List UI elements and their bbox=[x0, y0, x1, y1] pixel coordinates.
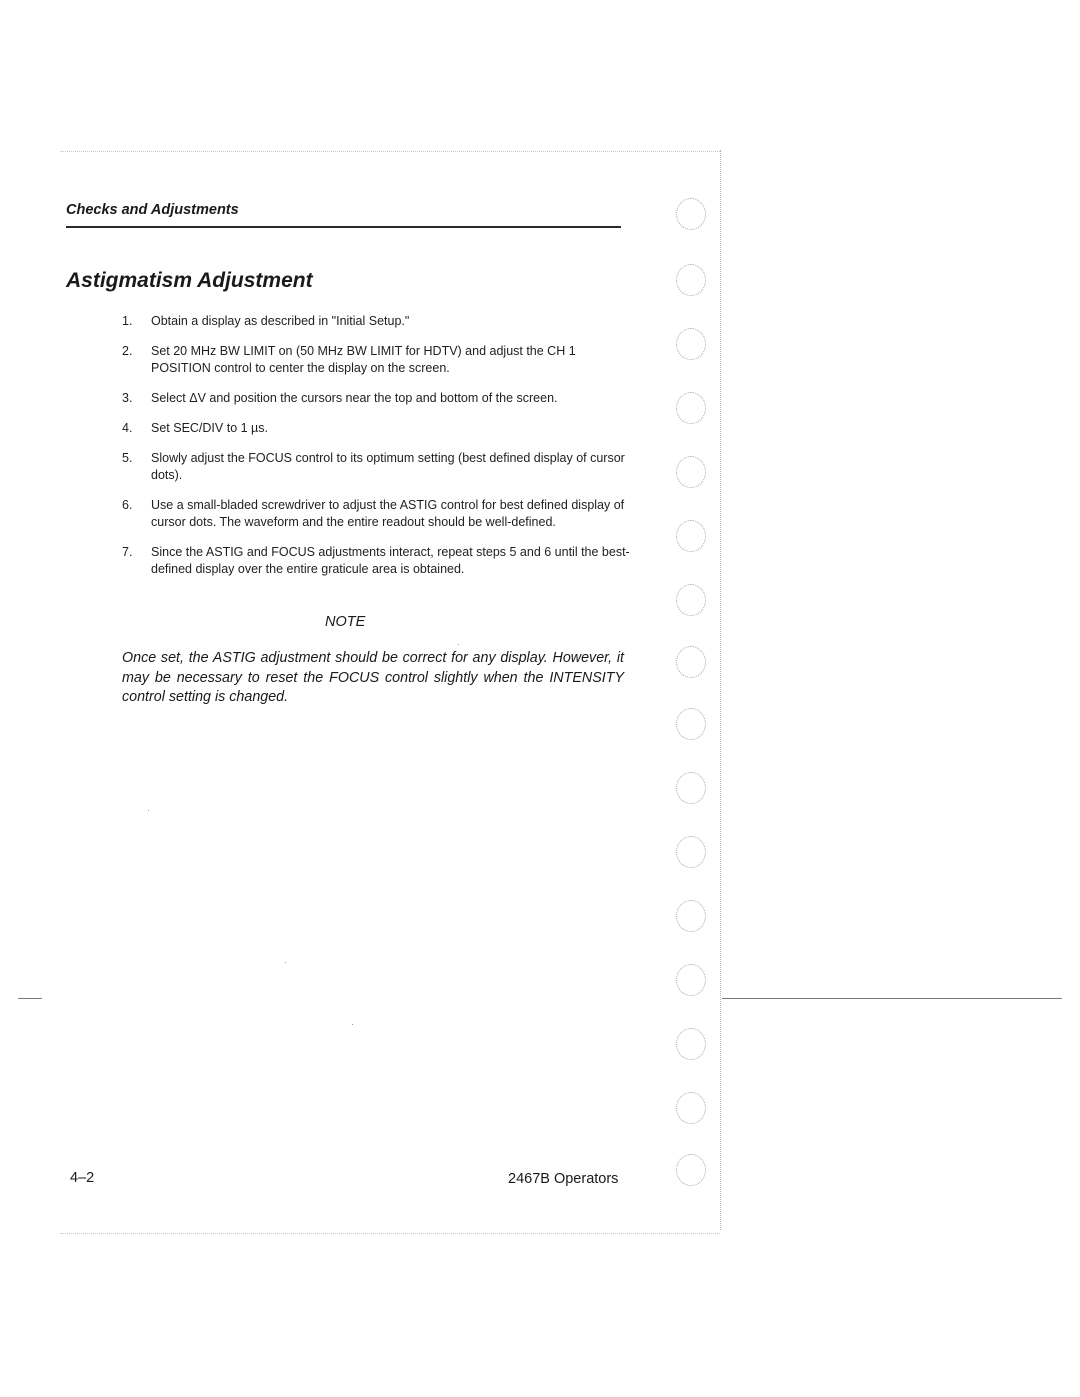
binder-hole-icon bbox=[676, 836, 706, 868]
scan-speck bbox=[285, 962, 286, 963]
step-text: Use a small-bladed screwdriver to adjust the ASTIG control for best defined display of cursor dots. The waveform and the entire readout should be well-defined. bbox=[151, 498, 625, 529]
page-number: 4–2 bbox=[70, 1170, 95, 1186]
step-number: 2. bbox=[122, 344, 133, 358]
step-number: 6. bbox=[122, 498, 133, 512]
step-number: 4. bbox=[122, 421, 133, 435]
procedure-step bbox=[122, 343, 632, 377]
binder-hole-icon bbox=[676, 1028, 706, 1060]
step-text: Since the ASTIG and FOCUS adjustments interact, repeat steps 5 and 6 until the best-defined display over the entire graticule area is obtained. bbox=[151, 545, 630, 576]
binder-hole-icon bbox=[676, 392, 706, 424]
binder-hole-icon bbox=[676, 520, 706, 552]
procedure-step bbox=[122, 390, 632, 407]
binder-hole-icon bbox=[676, 584, 706, 616]
step-number: 7. bbox=[122, 545, 133, 559]
binder-hole-icon bbox=[676, 328, 706, 360]
step-text: Obtain a display as described in "Initial Setup." bbox=[151, 314, 410, 328]
step-number: 1. bbox=[122, 314, 133, 328]
procedure-step bbox=[122, 313, 632, 330]
step-text: Select ΔV and position the cursors near the top and bottom of the screen. bbox=[151, 391, 558, 405]
step-text: Set SEC/DIV to 1 µs. bbox=[151, 421, 268, 435]
binder-hole-icon bbox=[676, 900, 706, 932]
running-header: Checks and Adjustments bbox=[66, 202, 239, 218]
binder-hole-icon bbox=[676, 456, 706, 488]
binder-hole-icon bbox=[676, 198, 706, 230]
header-rule bbox=[66, 226, 621, 228]
scan-crease-mark bbox=[18, 998, 42, 999]
page-top-edge bbox=[60, 151, 720, 152]
page-bottom-edge bbox=[60, 1233, 720, 1234]
scan-speck bbox=[458, 644, 459, 645]
binder-hole-icon bbox=[676, 1092, 706, 1124]
scan-speck bbox=[148, 810, 149, 811]
binder-hole-icon bbox=[676, 1154, 706, 1186]
step-text: Slowly adjust the FOCUS control to its optimum setting (best defined display of cursor dots). bbox=[151, 451, 625, 482]
binder-hole-icon bbox=[676, 708, 706, 740]
procedure-step bbox=[122, 544, 632, 578]
binder-hole-icon bbox=[676, 964, 706, 996]
step-text: Set 20 MHz BW LIMIT on (50 MHz BW LIMIT for HDTV) and adjust the CH 1 POSITION control to center the display on the screen. bbox=[151, 344, 576, 375]
manual-name: 2467B Operators bbox=[508, 1171, 619, 1187]
procedure-step bbox=[122, 497, 632, 531]
step-number: 3. bbox=[122, 391, 133, 405]
page-right-edge bbox=[720, 150, 721, 1230]
procedure-step bbox=[122, 420, 632, 437]
binder-hole-icon bbox=[676, 264, 706, 296]
procedure-step bbox=[122, 450, 632, 484]
note-text: Once set, the ASTIG adjustment should be correct for any display. However, it may be necessary to reset the FOCUS control slightly when the INTENSITY control setting is changed. bbox=[122, 650, 624, 705]
scan-speck bbox=[352, 1024, 353, 1025]
procedure-steps bbox=[122, 313, 632, 591]
binder-hole-icon bbox=[676, 772, 706, 804]
step-number: 5. bbox=[122, 451, 133, 465]
note-label: NOTE bbox=[325, 614, 366, 630]
scan-crease-line bbox=[722, 998, 1062, 999]
binder-hole-icon bbox=[676, 646, 706, 678]
section-title: Astigmatism Adjustment bbox=[66, 269, 313, 292]
